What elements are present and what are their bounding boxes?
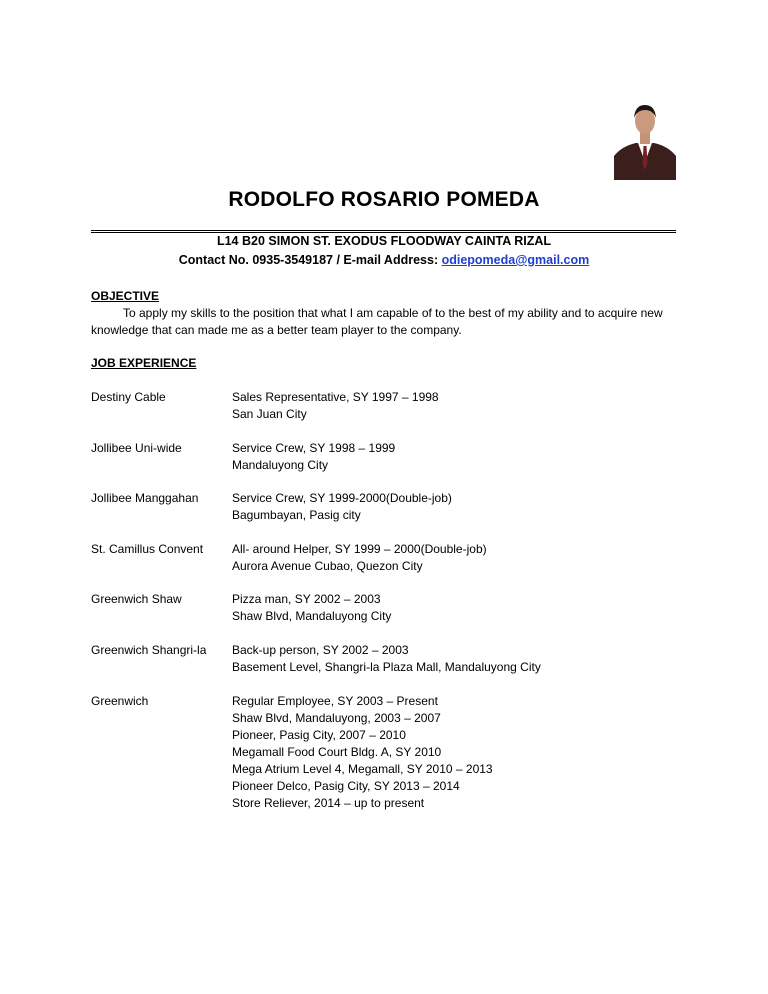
job-experience-heading: JOB EXPERIENCE [91,356,197,370]
position-details [232,541,487,575]
detail-line: Sales Representative, SY 1997 – 1998 [232,390,439,404]
detail-line: Mandaluyong City [232,458,329,472]
home-address: L14 B20 SIMON ST. EXODUS FLOODWAY CAINTA RIZAL [216,234,552,248]
company-name: Jollibee Uni-wide [91,441,182,455]
objective-heading: OBJECTIVE [91,289,160,303]
company-name: St. Camillus Convent [91,542,204,556]
detail-line: Pioneer, Pasig City, 2007 – 2010 [232,728,406,742]
company-name: Jollibee Manggahan [91,491,199,505]
detail-line: Basement Level, Shangri-la Plaza Mall, Mandaluyong City [232,660,541,674]
position-details [232,591,391,625]
detail-line: Shaw Blvd, Mandaluyong, 2003 – 2007 [232,711,441,725]
company-name: Destiny Cable [91,390,166,404]
detail-line: Bagumbayan, Pasig city [232,508,361,522]
detail-line: Mega Atrium Level 4, Megamall, SY 2010 – 2013 [232,762,493,776]
detail-line: Pizza man, SY 2002 – 2003 [232,592,381,606]
detail-line: Pioneer Delco, Pasig City, SY 2013 – 2014 [232,779,460,793]
profile-photo [614,90,676,180]
position-details [232,440,395,474]
contact-line [0,253,768,267]
divider-line [91,230,676,231]
detail-line: Aurora Avenue Cubao, Quezon City [232,559,423,573]
detail-line: Regular Employee, SY 2003 – Present [232,694,438,708]
detail-line: Service Crew, SY 1999-2000(Double-job) [232,491,452,505]
email-link[interactable]: odiepomeda@gmail.com [441,253,590,267]
position-details [232,389,439,423]
company-name: Greenwich Shangri-la [91,643,207,657]
detail-line: San Juan City [232,407,307,421]
contact-number: Contact No. 0935-3549187 / E-mail Address: [178,253,442,267]
detail-line: Service Crew, SY 1998 – 1999 [232,441,396,455]
position-details [232,693,493,812]
position-details [232,490,452,524]
detail-line: Shaw Blvd, Mandaluyong City [232,609,392,623]
company-name: Greenwich [91,694,149,708]
detail-line: Store Reliever, 2014 – up to present [232,796,425,810]
divider-line-secondary [91,232,676,233]
detail-line: All- around Helper, SY 1999 – 2000(Double-job) [232,542,487,556]
detail-line: Back-up person, SY 2002 – 2003 [232,643,409,657]
company-name: Greenwich Shaw [91,592,182,606]
objective-text: To apply my skills to the position that what I am capable of to the best of my ability and to acquire new knowledge that can made me as a better team player to the company. [91,306,663,337]
candidate-name: RODOLFO ROSARIO POMEDA [228,188,540,211]
position-details [232,642,541,676]
detail-line: Megamall Food Court Bldg. A, SY 2010 [232,745,442,759]
